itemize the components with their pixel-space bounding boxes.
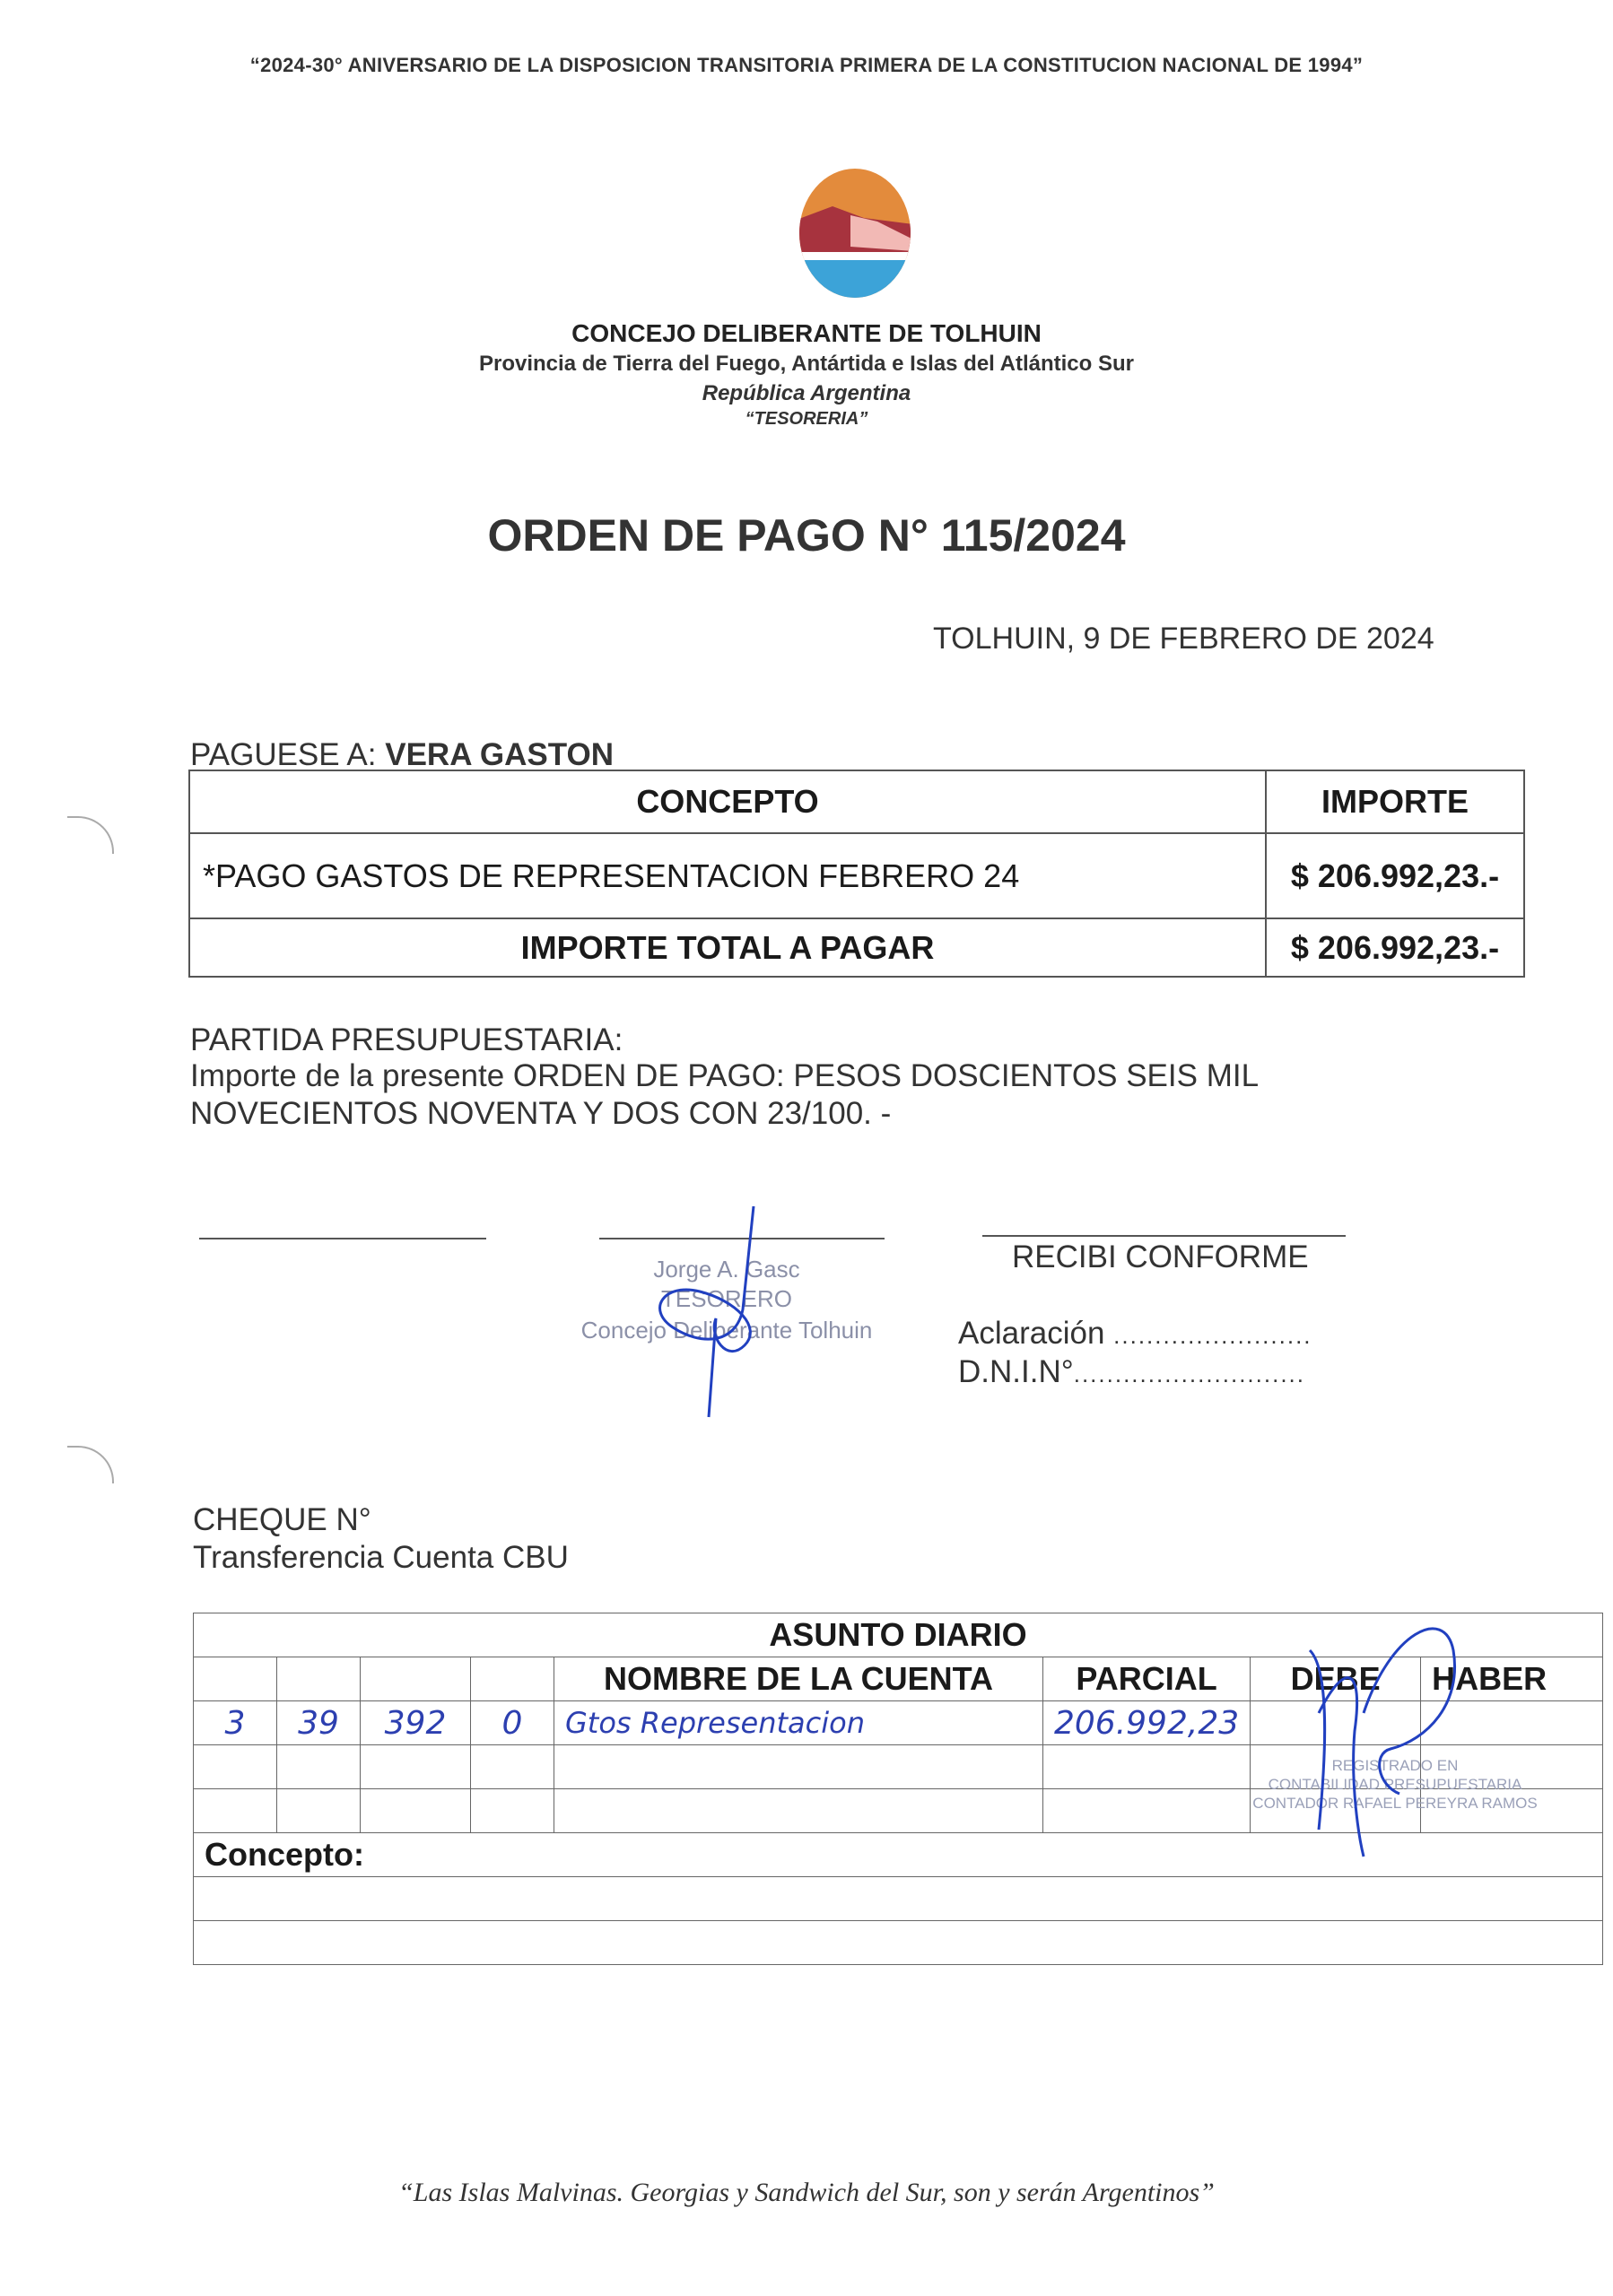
accountant-signature: [1292, 1605, 1480, 1874]
place-date: TOLHUIN, 9 DE FEBRERO DE 2024: [933, 622, 1434, 656]
payee-label: PAGUESE A:: [190, 737, 377, 772]
hand-cell-3: 392: [361, 1701, 471, 1745]
hand-partial: 206.992,23: [1043, 1701, 1251, 1745]
hand-cell-1: 3: [194, 1701, 277, 1745]
dni-label: D.N.I.N°: [958, 1354, 1074, 1389]
treasurer-signature: [619, 1202, 798, 1426]
partial-header: PARCIAL: [1043, 1657, 1251, 1701]
payee-line: [190, 737, 614, 773]
header-motto: “2024-30° ANIVERSARIO DE LA DISPOSICION TRANSITORIA PRIMERA DE LA CONSTITUCION NACIONAL DE 1994”: [249, 54, 1364, 76]
hand-cell-4: 0: [471, 1701, 554, 1745]
institution-logo: [797, 166, 913, 305]
footer-quote: “Las Islas Malvinas. Georgias y Sandwich del Sur, son y serán Argentinos”: [398, 2178, 1215, 2207]
signature-line-left: [199, 1238, 486, 1239]
institution-department: “TESORERIA”: [745, 409, 868, 429]
receipt-title: RECIBI CONFORME: [1012, 1239, 1309, 1274]
dni-field: [958, 1354, 1305, 1390]
treasurer-role: TESORERO: [661, 1285, 792, 1312]
institution-country: República Argentina: [702, 381, 911, 405]
account-name-header: NOMBRE DE LA CUENTA: [554, 1657, 1043, 1701]
institution-province: Provincia de Tierra del Fuego, Antártida e Islas del Atlántico Sur: [479, 352, 1134, 376]
amount-header: IMPORTE: [1266, 770, 1524, 833]
signature-line-right: [982, 1235, 1346, 1237]
total-amount: $ 206.992,23.-: [1266, 918, 1524, 977]
dni-dots: ............................: [1073, 1361, 1305, 1387]
accounting-stamp-line3: CONTADOR RAFAEL PEREYRA RAMOS: [1252, 1795, 1538, 1812]
accounting-stamp-line1: REGISTRADO EN: [1331, 1757, 1459, 1774]
amount-words-line1: Importe de la presente ORDEN DE PAGO: PESOS DOSCIENTOS SEIS MIL: [190, 1058, 1260, 1093]
treasurer-name: Jorge A. Gasc: [653, 1256, 800, 1283]
treasurer-org: Concejo Deliberante Tolhuin: [580, 1317, 873, 1344]
clarification-label: Aclaración: [958, 1316, 1105, 1351]
debit-header: DEBE: [1251, 1657, 1421, 1701]
payee-name: VERA GASTON: [385, 737, 614, 772]
total-label: IMPORTE TOTAL A PAGAR: [189, 918, 1266, 977]
amount-words-line2: NOVECIENTOS NOVENTA Y DOS CON 23/100. -: [190, 1096, 892, 1131]
budget-label: PARTIDA PRESUPUESTARIA:: [190, 1022, 623, 1057]
credit-header: HABER: [1421, 1657, 1603, 1701]
punch-mark: [67, 1446, 114, 1483]
clarification-field: [958, 1316, 1312, 1352]
journal-title: ASUNTO DIARIO: [194, 1613, 1603, 1657]
institution-name: CONCEJO DELIBERANTE DE TOLHUIN: [571, 319, 1042, 347]
accounting-stamp-line2: CONTABILIDAD PRESUPUESTARIA: [1268, 1776, 1522, 1793]
concept-header: CONCEPTO: [189, 770, 1266, 833]
concept-cell: *PAGO GASTOS DE REPRESENTACION FEBRERO 24: [189, 833, 1266, 918]
amount-cell: $ 206.992,23.-: [1266, 833, 1524, 918]
hand-account: Gtos Representacion: [554, 1701, 1043, 1745]
payment-method: Transferencia Cuenta CBU: [193, 1540, 569, 1575]
concept-label: Concepto:: [194, 1833, 1603, 1877]
cheque-label: CHEQUE N°: [193, 1502, 371, 1537]
page-title: ORDEN DE PAGO N° 115/2024: [487, 510, 1126, 561]
punch-mark: [67, 816, 114, 854]
hand-cell-2: 39: [277, 1701, 361, 1745]
clarification-dots: ........................: [1113, 1322, 1312, 1349]
table-row: [189, 833, 1524, 918]
concept-table: [188, 770, 1525, 978]
